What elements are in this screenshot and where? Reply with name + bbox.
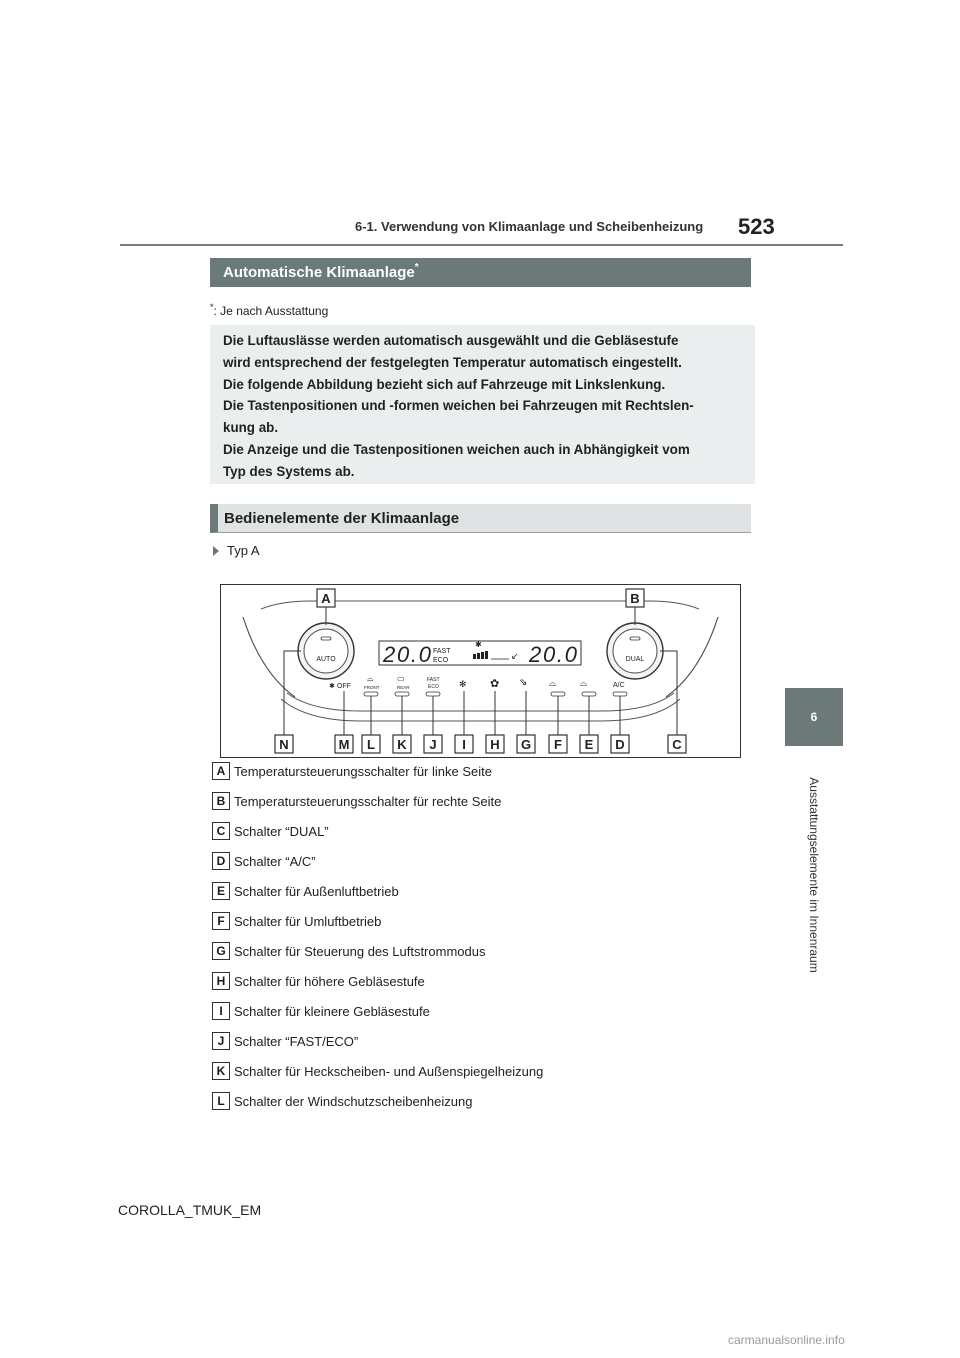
list-item <box>212 972 752 992</box>
legend-key: L <box>212 1092 230 1110</box>
type-label: Typ A <box>227 543 260 558</box>
legend-key: C <box>212 822 230 840</box>
panel-left-edge <box>243 617 295 697</box>
info-line: Die folgende Abbildung bezieht sich auf Fahrzeuge mit Linkslenkung. <box>223 376 666 392</box>
display-fast: FAST <box>433 648 451 655</box>
chapter-tab[interactable] <box>785 688 843 746</box>
legend-key: K <box>212 1062 230 1080</box>
document-code: COROLLA_TMUK_EM <box>118 1202 262 1218</box>
airflow-icon: ↙ <box>511 651 519 661</box>
knob-dual-label: DUAL <box>625 656 645 663</box>
callout-m: M <box>338 737 350 752</box>
btn-eco-label: ECO <box>428 684 439 690</box>
chapter-title: Ausstattungselemente im Innenraum <box>807 777 821 973</box>
legend-text: Schalter für kleinere Gebläsestufe <box>234 1004 430 1019</box>
bottom-callouts <box>275 735 686 753</box>
btn-off-label: OFF <box>337 683 351 690</box>
legend-key: A <box>212 762 230 780</box>
defrost-front-icon: ⌓ <box>367 674 374 683</box>
info-line: Die Tastenpositionen und -formen weichen bei Fahrzeugen mit Rechtslen- <box>223 398 694 414</box>
legend-key: D <box>212 852 230 870</box>
callout-f: F <box>554 737 562 752</box>
callout-a: A <box>321 591 331 606</box>
info-line: wird entsprechend der festgelegten Temperatur automatisch eingestellt. <box>223 354 682 370</box>
legend-text: Schalter für Umluftbetrieb <box>234 914 382 929</box>
triangle-bullet-icon <box>213 546 219 556</box>
legend-text: Schalter “FAST/ECO” <box>234 1034 359 1049</box>
defrost-rear-icon: ▭ <box>397 674 405 683</box>
display-left-temp: 20.0 <box>383 642 431 667</box>
list-item <box>212 1092 752 1112</box>
list-item <box>212 792 752 812</box>
legend-key: E <box>212 882 230 900</box>
section-heading-controls <box>210 504 751 533</box>
legend-text: Temperatursteuerungsschalter für rechte Seite <box>234 794 502 809</box>
callout-i: I <box>462 737 466 752</box>
info-line: Typ des Systems ab. <box>223 463 355 479</box>
callout-c: C <box>672 737 682 752</box>
info-line: Die Anzeige und die Tastenpositionen weichen auch in Abhängigkeit vom <box>223 441 690 457</box>
section-heading-text: Bedienelemente der Klimaanlage <box>224 509 460 527</box>
btn-rear-label: REAR <box>397 685 410 690</box>
callout-j: J <box>429 737 437 752</box>
display-right-temp: 20.0 <box>529 642 577 667</box>
recirculation-icon: ⌓ <box>549 678 557 688</box>
info-line: Die Luftauslässe werden automatisch ausgewählt und die Gebläsestufe <box>223 333 679 348</box>
list-item <box>212 852 752 872</box>
airflow-mode-icon: ⇘ <box>519 677 528 688</box>
list-item <box>212 1032 752 1052</box>
list-item <box>212 762 752 782</box>
header-rule <box>120 244 843 246</box>
btn-ac-label: A/C <box>613 682 625 689</box>
panel-right-edge <box>666 617 718 697</box>
chapter-title-vertical <box>800 760 828 990</box>
callout-e: E <box>584 737 594 752</box>
legend-key: J <box>212 1032 230 1050</box>
list-item <box>212 1002 752 1022</box>
chapter-number: 6 <box>810 710 818 724</box>
list-item <box>212 912 752 932</box>
callout-b: B <box>630 591 640 606</box>
btn-front-label: FRONT <box>364 685 380 690</box>
list-item <box>212 1062 752 1082</box>
legend-key: B <box>212 792 230 810</box>
legend-text: Schalter für Steuerung des Luftstrommodus <box>234 944 486 959</box>
off-icon: ✱ <box>329 683 335 690</box>
legend-key: I <box>212 1002 230 1020</box>
legend-key: G <box>212 942 230 960</box>
header-section-title: 6-1. Verwendung von Klimaanlage und Scheibenheizung <box>355 219 704 234</box>
legend-text: Temperatursteuerungsschalter für linke Seite <box>234 764 492 779</box>
legend-key: F <box>212 912 230 930</box>
fan-high-icon: ✿ <box>490 678 500 690</box>
right-temperature-knob[interactable] <box>607 623 663 679</box>
legend-text: Schalter für Außenluftbetrieb <box>234 884 399 899</box>
info-line: kung ab. <box>223 420 279 436</box>
left-temperature-knob[interactable] <box>298 623 354 679</box>
section-heading-text: Automatische Klimaanlage <box>223 264 415 281</box>
legend-text: Schalter “DUAL” <box>234 824 329 839</box>
fan-icon: ✱ <box>475 640 482 649</box>
knob-auto-label: AUTO <box>316 656 336 663</box>
list-item <box>212 882 752 902</box>
footnote-text: : Je nach Ausstattung <box>213 304 329 318</box>
page-number: 523 <box>738 214 775 239</box>
legend-text: Schalter “A/C” <box>234 854 316 869</box>
legend-text: Schalter für Heckscheiben- und Außenspiegelheizung <box>234 1064 544 1079</box>
legend-key: H <box>212 972 230 990</box>
watermark-link[interactable]: carmanualsonline.info <box>728 1333 845 1347</box>
btn-fast-label: FAST <box>427 677 440 683</box>
list-item <box>212 822 752 842</box>
outside-air-icon: ⌓ <box>580 678 588 688</box>
callout-n: N <box>279 737 289 752</box>
callout-k: K <box>397 737 407 752</box>
list-item <box>212 942 752 962</box>
legend-text: Schalter für höhere Gebläsestufe <box>234 974 425 989</box>
section-heading-automatic-ac <box>210 258 751 287</box>
footnote <box>210 302 328 318</box>
callout-l: L <box>367 737 375 752</box>
callout-g: G <box>520 737 532 752</box>
control-panel-diagram <box>220 584 741 758</box>
callout-h: H <box>490 737 500 752</box>
legend-text: Schalter der Windschutzscheibenheizung <box>234 1094 473 1109</box>
type-bullet <box>213 543 260 558</box>
callout-d: D <box>615 737 625 752</box>
footnote-marker: * <box>210 302 214 312</box>
display-eco: ECO <box>433 657 449 664</box>
info-box <box>210 325 755 484</box>
fan-low-icon: ✻ <box>459 679 467 689</box>
climate-display <box>379 640 581 667</box>
section-heading-marker: * <box>414 262 419 273</box>
